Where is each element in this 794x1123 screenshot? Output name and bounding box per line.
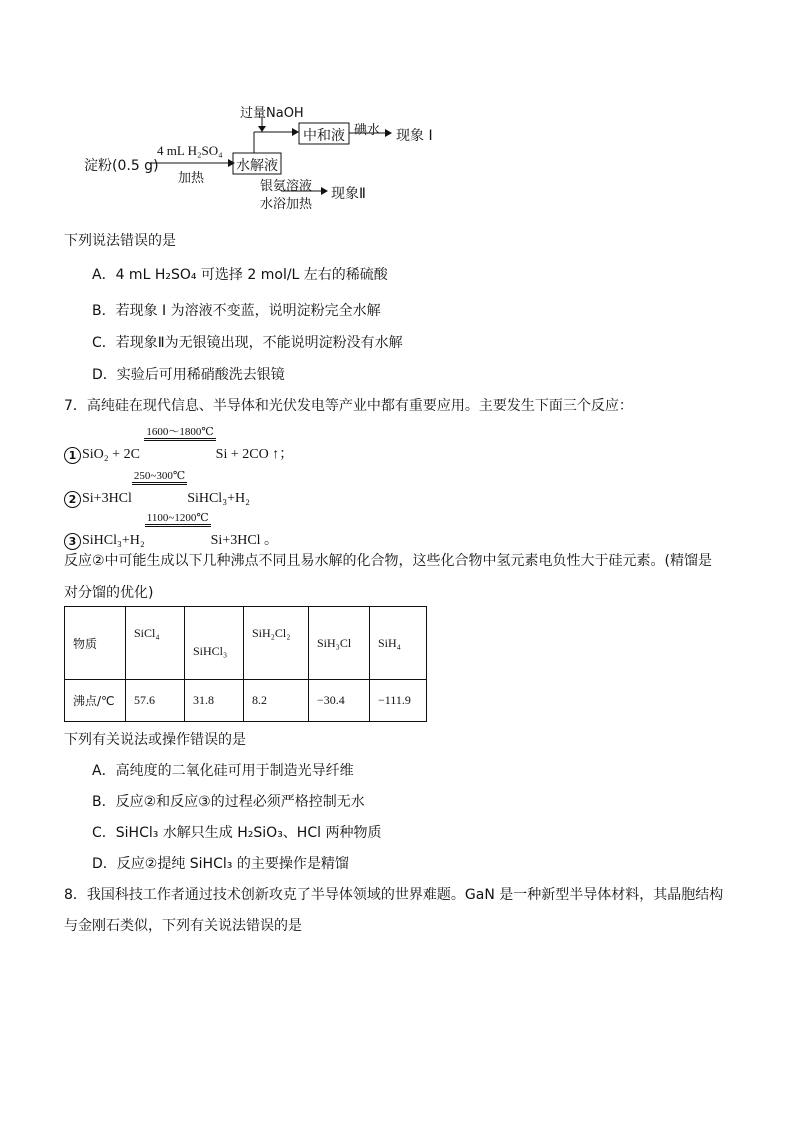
q6-option-b <box>92 300 381 320</box>
table-row-boiling-points <box>65 680 427 722</box>
q7-option-b <box>92 791 365 811</box>
q8-line-2: 与金刚石类似，下列有关说法错误的是 <box>64 918 302 934</box>
q7-option-a-text: 高纯度的二氧化硅可用于制造光导纤维 <box>115 763 354 779</box>
table-cell-compound-1: SiCl₄ <box>134 625 160 640</box>
table-cell-compound-5: SiH₄ <box>378 635 401 650</box>
reaction-1-condition: 1600～1800℃ <box>146 426 214 438</box>
reaction-2-condition: 250~300℃ <box>133 470 186 482</box>
q7-option-c-letter: C． <box>92 825 116 841</box>
reaction-1-left: SiO₂ + 2C <box>82 447 140 462</box>
q7-option-d-letter: D． <box>92 856 117 872</box>
table-cell-bp-1: 57.6 <box>126 680 185 722</box>
flow-acid-label: 4 mL H₂SO₄ <box>157 143 223 158</box>
boiling-point-table <box>64 606 427 722</box>
q6-option-b-text: 若现象 I 为溶液不变蓝，说明淀粉完全水解 <box>115 303 381 319</box>
reaction-2-left: Si+3HCl <box>82 491 132 506</box>
silver-arrow-head <box>321 187 328 195</box>
q6-option-d-text: 实验后可用稀硝酸洗去银镜 <box>116 367 285 383</box>
q6-option-a-letter: A． <box>92 267 116 283</box>
table-cell-compound-3: SiH₂Cl₂ <box>252 625 291 640</box>
q6-stem: 下列说法错误的是 <box>64 233 176 249</box>
table-cell-compound-2: SiHCl₃ <box>193 643 228 658</box>
q7-stem: 下列有关说法或操作错误的是 <box>64 732 246 748</box>
reaction-3-left: SiHCl₃+H₂ <box>82 533 145 548</box>
q7-paragraph-line-2: 对分馏的优化) <box>64 585 154 601</box>
flow-start: 淀粉(0.5 g) <box>84 158 159 174</box>
reaction-number-1: 1 <box>64 447 81 464</box>
arrow-head-branch <box>292 128 299 136</box>
q6-option-c <box>92 332 403 352</box>
q7-option-d-text: 反应②提纯 SiHCl₃ 的主要操作是精馏 <box>116 856 349 872</box>
q7-option-c-text: SiHCl₃ 水解只生成 H₂SiO₃、HCl 两种物质 <box>115 825 382 841</box>
q7-option-c <box>92 822 381 842</box>
flow-waterbath-label: 水浴加热 <box>260 197 313 212</box>
q8-line-1: 8．我国科技工作者通过技术创新攻克了半导体领域的世界难题。GaN 是一种新型半导体材料，其晶胞结构 <box>64 887 724 903</box>
flow-naoh-label: 过量NaOH <box>240 106 304 121</box>
q7-reaction-1 <box>64 426 293 464</box>
table-row-label-substance: 物质 <box>65 607 126 680</box>
q7-intro: 7．高纯硅在现代信息、半导体和光伏发电等产业中都有重要应用。主要发生下面三个反应： <box>64 398 633 414</box>
q6-option-d-letter: D． <box>92 367 117 383</box>
q6-option-c-text: 若现象Ⅱ为无银镜出现，不能说明淀粉没有水解 <box>115 335 403 351</box>
box-neutralized: 中和液 <box>303 128 345 144</box>
q6-option-b-letter: B． <box>92 303 116 319</box>
q7-option-d <box>92 853 349 873</box>
table-cell-bp-5: −111.9 <box>370 680 427 722</box>
reaction-1-right: Si + 2CO ↑； <box>215 447 294 462</box>
flow-diagram <box>0 0 794 220</box>
naoh-arrow-head <box>258 126 266 132</box>
reaction-number-3: 3 <box>64 533 81 550</box>
reaction-3-condition-arrow <box>145 512 211 539</box>
reaction-2-condition-arrow <box>132 470 187 497</box>
q6-option-a-text: 4 mL H₂SO₄ 可选择 2 mol/L 左右的稀硫酸 <box>115 267 388 283</box>
box-hydrolysate: 水解液 <box>236 158 278 174</box>
q7-option-b-letter: B． <box>92 794 116 810</box>
q7-reaction-3 <box>64 512 278 550</box>
table-row-compounds <box>65 607 427 680</box>
flow-phenomenon-1: 现象 I <box>396 128 433 144</box>
q6-option-c-letter: C． <box>92 335 116 351</box>
reaction-1-condition-arrow <box>144 426 215 453</box>
q7-paragraph-line-1: 反应②中可能生成以下几种沸点不同且易水解的化合物，这些化合物中氢元素电负性大于硅元素。(精馏是 <box>64 553 713 569</box>
reaction-2-right: SiHCl₃+H₂ <box>187 491 250 506</box>
flow-silver-label: 银氨溶液 <box>260 179 313 194</box>
q6-option-a <box>92 264 388 284</box>
q6-option-d <box>92 364 285 384</box>
iodine-arrow-head <box>385 129 392 137</box>
q7-option-b-text: 反应②和反应③的过程必须严格控制无水 <box>115 794 365 810</box>
reaction-number-2: 2 <box>64 491 81 508</box>
table-cell-bp-4: −30.4 <box>309 680 370 722</box>
flow-heat-label: 加热 <box>178 171 205 186</box>
q7-reaction-2 <box>64 470 250 508</box>
flow-iodine-label: 碘水 <box>354 123 381 138</box>
flow-phenomenon-2: 现象Ⅱ <box>331 186 366 202</box>
table-row-label-bp: 沸点/℃ <box>65 680 126 722</box>
q7-option-a <box>92 760 354 780</box>
table-cell-bp-3: 8.2 <box>244 680 309 722</box>
reaction-3-right: Si+3HCl 。 <box>210 533 279 548</box>
arrow-head-1 <box>228 159 235 167</box>
reaction-3-condition: 1100~1200℃ <box>146 512 209 524</box>
table-cell-compound-4: SiH₃Cl <box>317 635 352 650</box>
q7-option-a-letter: A． <box>92 763 116 779</box>
table-cell-bp-2: 31.8 <box>185 680 244 722</box>
